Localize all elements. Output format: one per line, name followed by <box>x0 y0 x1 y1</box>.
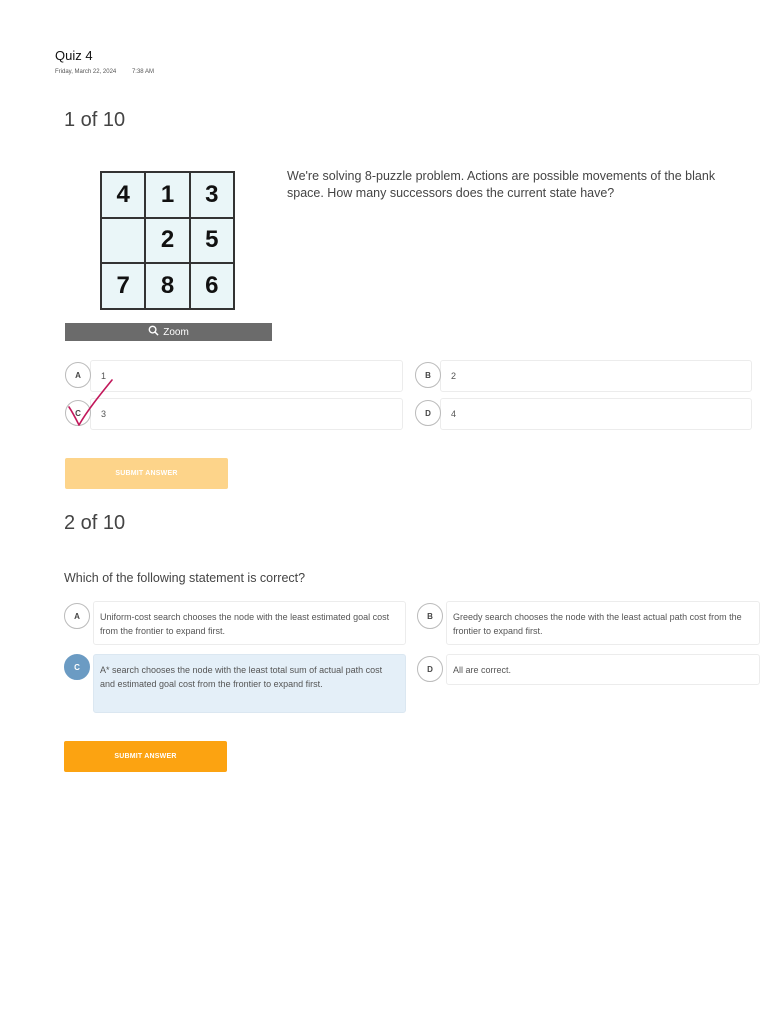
page-meta <box>55 69 154 75</box>
question-1-number: 1 of 10 <box>64 109 126 131</box>
option-text: Uniform-cost search chooses the node with the least estimated goal cost from the frontier to expand first. <box>100 612 390 636</box>
check-mark-icon <box>64 378 116 430</box>
option-text: 4 <box>451 409 457 419</box>
q2-submit-button[interactable]: SUBMIT ANSWER <box>64 741 227 772</box>
q1-option-a-circle[interactable]: A <box>65 362 91 388</box>
puzzle-cell: 5 <box>190 218 234 264</box>
search-icon <box>148 325 159 339</box>
question-2-text: Which of the following statement is correct? <box>64 571 306 585</box>
q2-option-a-circle[interactable]: A <box>64 603 90 629</box>
q2-option-a[interactable] <box>93 601 406 645</box>
zoom-label: Zoom <box>163 326 189 338</box>
q1-option-a[interactable] <box>90 360 403 392</box>
puzzle-cell: 7 <box>101 263 145 309</box>
q2-option-b-circle[interactable]: B <box>417 603 443 629</box>
q1-option-c-circle[interactable]: C <box>65 400 91 426</box>
option-text: 3 <box>101 409 107 419</box>
puzzle-cell: 8 <box>145 263 189 309</box>
puzzle-cell: 4 <box>101 172 145 218</box>
puzzle-cell: 2 <box>145 218 189 264</box>
q2-option-c-circle[interactable]: C <box>64 654 90 680</box>
page-title: Quiz 4 <box>55 48 93 63</box>
puzzle-cell: 6 <box>190 263 234 309</box>
option-text: Greedy search chooses the node with the least actual path cost from the frontier to expand first. <box>453 612 742 636</box>
q1-option-b[interactable] <box>440 360 752 392</box>
q1-option-d-circle[interactable]: D <box>415 400 441 426</box>
page-date: Friday, March 22, 2024 <box>55 69 117 75</box>
q2-option-d-circle[interactable]: D <box>417 656 443 682</box>
option-text: All are correct. <box>453 665 512 675</box>
puzzle-cell-blank <box>101 218 145 264</box>
option-text: 1 <box>101 371 107 381</box>
q2-option-b[interactable] <box>446 601 760 645</box>
q1-option-d[interactable] <box>440 398 752 430</box>
q1-submit-button[interactable]: SUBMIT ANSWER <box>65 458 228 489</box>
q2-option-c[interactable] <box>93 654 406 713</box>
option-text: A* search chooses the node with the least total sum of actual path cost and estimated goal cost from the frontier to expand first. <box>100 665 383 689</box>
q1-option-b-circle[interactable]: B <box>415 362 441 388</box>
puzzle-grid <box>100 171 235 310</box>
page-time: 7:38 AM <box>131 69 154 75</box>
question-2-number: 2 of 10 <box>64 512 126 534</box>
q2-option-d[interactable] <box>446 654 760 685</box>
option-text: 2 <box>451 371 457 381</box>
puzzle-cell: 1 <box>145 172 189 218</box>
zoom-button[interactable] <box>65 323 272 341</box>
puzzle-cell: 3 <box>190 172 234 218</box>
q1-option-c[interactable] <box>90 398 403 430</box>
question-1-text: We're solving 8-puzzle problem. Actions are possible movements of the blank space. How many successors does the current state have? <box>287 169 716 200</box>
